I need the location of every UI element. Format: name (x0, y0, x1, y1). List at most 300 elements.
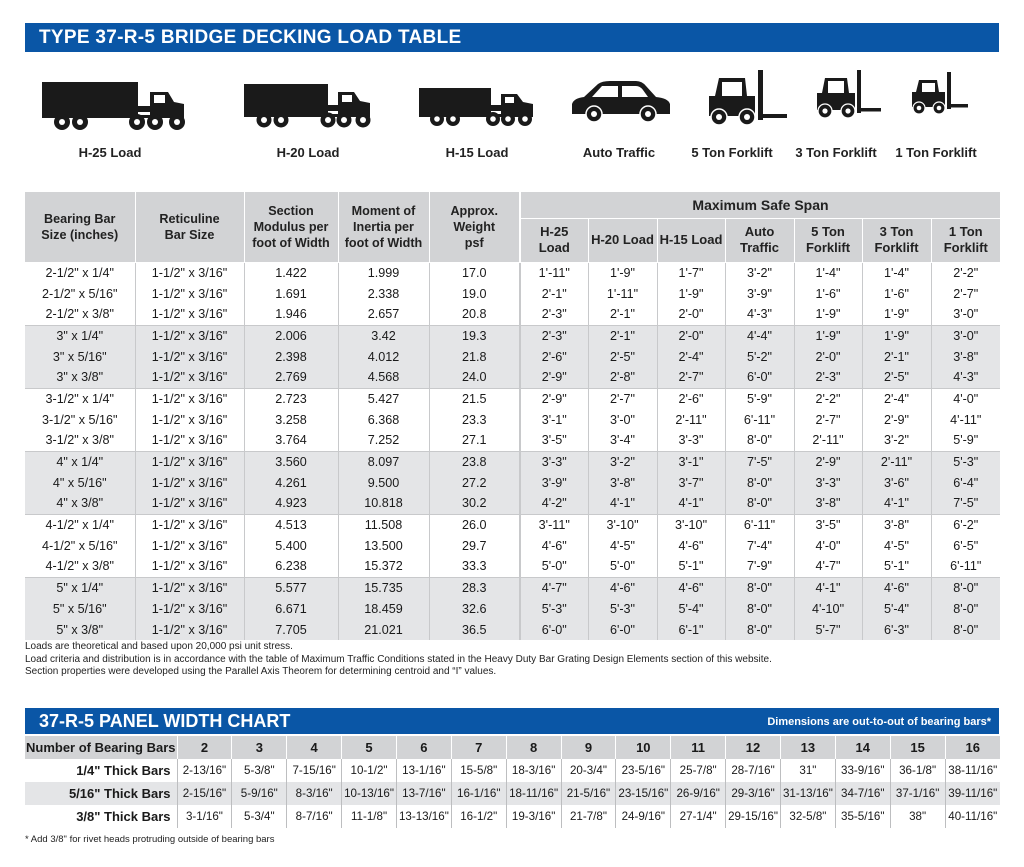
col-header-span: Auto Traffic (725, 218, 794, 262)
table-cell: 8-3/16" (287, 782, 342, 805)
table-cell: 4.513 (244, 514, 338, 535)
table-cell: 7'-4" (725, 535, 794, 556)
table-row (25, 262, 1000, 283)
table-cell: 5'-7" (794, 619, 862, 640)
table-cell: 4" x 1/4" (25, 451, 135, 472)
table-cell: 18.459 (338, 599, 429, 620)
table-cell: 4-1/2" x 3/8" (25, 556, 135, 577)
table-cell: 21-5/16" (561, 782, 616, 805)
panel-col-header: 7 (451, 736, 506, 759)
table-cell: 1.999 (338, 262, 429, 283)
table-cell: 6'-11" (725, 409, 794, 430)
table-cell: 4'-5" (862, 535, 931, 556)
table-cell: 2'-3" (794, 367, 862, 388)
note-line: Section properties were developed using the Parallel Axis Theorem for determining centroid and “I” values. (25, 666, 497, 678)
table-row (25, 325, 1000, 346)
semi-truck-icon (244, 70, 386, 128)
table-cell: 3'-10" (657, 514, 725, 535)
table-cell: 3-1/2" x 5/16" (25, 409, 135, 430)
note-line: Load criteria and distribution is in accordance with the table of Maximum Traffic Conditions stated in the Heavy Duty Bar Grating Design Elements section of this website. (25, 653, 772, 665)
table-cell: 2'-2" (931, 262, 1000, 283)
table-cell: 3'-0" (931, 304, 1000, 325)
vehicle-label-h25: H-25 Load (78, 145, 142, 160)
table-cell: 1-1/2" x 3/16" (135, 325, 244, 346)
table-cell: 3'-11" (520, 514, 588, 535)
table-cell: 13-7/16" (396, 782, 451, 805)
table-cell: 2-1/2" x 5/16" (25, 283, 135, 304)
table-cell: 27-1/4" (671, 805, 726, 828)
table-row (25, 619, 1000, 640)
panel-header-label: Number of Bearing Bars (25, 736, 177, 759)
table-notes (25, 641, 1000, 679)
panel-col-header: 14 (835, 736, 890, 759)
table-cell: 3" x 3/8" (25, 367, 135, 388)
vehicle-icons-row (25, 70, 999, 170)
table-cell: 1.946 (244, 304, 338, 325)
col-header-weight: Approx. Weight psf (429, 192, 520, 262)
table-cell: 1'-11" (520, 262, 588, 283)
table-cell: 8.097 (338, 451, 429, 472)
table-cell: 20.8 (429, 304, 520, 325)
table-row (25, 759, 1000, 782)
table-cell: 5'-2" (725, 346, 794, 367)
table-cell: 20-3/4" (561, 759, 616, 782)
table-cell: 2'-9" (794, 451, 862, 472)
table-cell: 39-11/16" (945, 782, 1000, 805)
table-cell: 1'-9" (657, 283, 725, 304)
table-cell: 6.368 (338, 409, 429, 430)
table-cell: 21-7/8" (561, 805, 616, 828)
table-cell: 2.657 (338, 304, 429, 325)
table-cell: 2'-4" (862, 388, 931, 409)
table-cell: 3'-1" (657, 451, 725, 472)
table-cell: 5'-4" (862, 599, 931, 620)
col-header-span: 1 Ton Forklift (931, 218, 1000, 262)
table-cell: 8'-0" (725, 577, 794, 598)
table-cell: 4-1/2" x 1/4" (25, 514, 135, 535)
table-cell: 31-13/16" (780, 782, 835, 805)
table-cell: 1'-7" (657, 262, 725, 283)
panel-col-header: 2 (177, 736, 232, 759)
table-cell: 2'-8" (588, 367, 657, 388)
table-cell: 1-1/2" x 3/16" (135, 535, 244, 556)
table-cell: 1-1/2" x 3/16" (135, 556, 244, 577)
table-cell: 4'-7" (794, 556, 862, 577)
table-cell: 27.2 (429, 472, 520, 493)
table-cell: 2'-2" (794, 388, 862, 409)
table-cell: 1'-9" (588, 262, 657, 283)
table-cell: 1-1/2" x 3/16" (135, 409, 244, 430)
table-row (25, 535, 1000, 556)
table-cell: 16-1/2" (451, 805, 506, 828)
table-cell: 4'-7" (520, 577, 588, 598)
table-cell: 4'-6" (657, 535, 725, 556)
table-cell: 2'-1" (520, 283, 588, 304)
table-cell: 1'-9" (794, 325, 862, 346)
table-cell: 1'-11" (588, 283, 657, 304)
table-cell: 6'-4" (931, 472, 1000, 493)
car-icon (570, 70, 672, 126)
table-cell: 1-1/2" x 3/16" (135, 599, 244, 620)
table-cell: 3'-3" (794, 472, 862, 493)
table-cell: 35-5/16" (835, 805, 890, 828)
table-cell: 5'-1" (657, 556, 725, 577)
table-cell: 5-3/8" (232, 759, 287, 782)
vehicle-label-3ton: 3 Ton Forklift (795, 145, 877, 160)
table-cell: 24-9/16" (616, 805, 671, 828)
table-cell: 5'-9" (725, 388, 794, 409)
table-cell: 2.338 (338, 283, 429, 304)
table-cell: 4'-1" (588, 493, 657, 514)
table-cell: 3'-4" (588, 430, 657, 451)
table-cell: 2-15/16" (177, 782, 232, 805)
table-cell: 36.5 (429, 619, 520, 640)
table-cell: 4.012 (338, 346, 429, 367)
table-row (25, 388, 1000, 409)
col-header-span: H-15 Load (657, 218, 725, 262)
table-cell: 7-15/16" (287, 759, 342, 782)
table-cell: 4'-6" (862, 577, 931, 598)
table-cell: 28.3 (429, 577, 520, 598)
table-cell: 4'-3" (931, 367, 1000, 388)
table-cell: 2'-1" (588, 304, 657, 325)
vehicle-label-1ton: 1 Ton Forklift (895, 145, 977, 160)
table-cell: 5.427 (338, 388, 429, 409)
table-cell: 2'-3" (520, 304, 588, 325)
table-cell: 29-3/16" (726, 782, 781, 805)
table-cell: 13.500 (338, 535, 429, 556)
col-header-reticuline: Reticuline Bar Size (135, 192, 244, 262)
table-cell: 5-3/4" (232, 805, 287, 828)
table-cell: 1-1/2" x 3/16" (135, 577, 244, 598)
table-cell: 6'-11" (931, 556, 1000, 577)
table-row (25, 782, 1000, 805)
table-cell: 8'-0" (931, 619, 1000, 640)
table-cell: 3'-3" (520, 451, 588, 472)
table-cell: 27.1 (429, 430, 520, 451)
table-row (25, 451, 1000, 472)
table-cell: 26-9/16" (671, 782, 726, 805)
table-cell: 2'-7" (794, 409, 862, 430)
table-cell: 15.372 (338, 556, 429, 577)
table-cell: 29.7 (429, 535, 520, 556)
table-cell: 5-9/16" (232, 782, 287, 805)
table-cell: 10-1/2" (342, 759, 397, 782)
table-cell: 3-1/2" x 3/8" (25, 430, 135, 451)
table-cell: 40-11/16" (945, 805, 1000, 828)
table-cell: 5" x 1/4" (25, 577, 135, 598)
table-cell: 5'-1" (862, 556, 931, 577)
note-line: Loads are theoretical and based upon 20,000 psi unit stress. (25, 641, 293, 652)
col-header-span: H-25 Load (520, 218, 588, 262)
table-cell: 2.769 (244, 367, 338, 388)
table-cell: 7'-5" (725, 451, 794, 472)
table-cell: 1'-6" (794, 283, 862, 304)
table-cell: 1'-9" (862, 325, 931, 346)
table-cell: 2'-9" (520, 388, 588, 409)
semi-truck-icon (419, 70, 545, 126)
col-header-moment-inertia: Moment of Inertia per foot of Width (338, 192, 429, 262)
table-cell: 3'-7" (657, 472, 725, 493)
table-cell: 9.500 (338, 472, 429, 493)
table-cell: 2'-0" (794, 346, 862, 367)
table-cell: 4'-0" (931, 388, 1000, 409)
panel-col-header: 12 (726, 736, 781, 759)
table-cell: 15-5/8" (451, 759, 506, 782)
forklift-icon (814, 70, 882, 120)
table-cell: 31" (780, 759, 835, 782)
table-cell: 25-7/8" (671, 759, 726, 782)
table-cell: 4'-1" (862, 493, 931, 514)
table-cell: 1-1/2" x 3/16" (135, 619, 244, 640)
table-cell: 23-15/16" (616, 782, 671, 805)
table-cell: 17.0 (429, 262, 520, 283)
table-cell: 21.021 (338, 619, 429, 640)
table-cell: 37-1/16" (890, 782, 945, 805)
table-cell: 23.3 (429, 409, 520, 430)
table-cell: 2'-6" (520, 346, 588, 367)
table-cell: 2.398 (244, 346, 338, 367)
table-cell: 1-1/2" x 3/16" (135, 472, 244, 493)
table-cell: 6.671 (244, 599, 338, 620)
table-cell: 1'-4" (862, 262, 931, 283)
table-cell: 19.0 (429, 283, 520, 304)
table-cell: 2'-1" (588, 325, 657, 346)
table-cell: 13-1/16" (396, 759, 451, 782)
table-cell: 3'-9" (520, 472, 588, 493)
table-cell: 2'-7" (931, 283, 1000, 304)
table-cell: 2'-5" (862, 367, 931, 388)
table-row (25, 472, 1000, 493)
table-cell: 8'-0" (725, 493, 794, 514)
table-cell: 1-1/2" x 3/16" (135, 367, 244, 388)
table-cell: 3'-5" (520, 430, 588, 451)
table-cell: 2.723 (244, 388, 338, 409)
panel-row-label: 3/8" Thick Bars (25, 805, 177, 828)
table-cell: 5'-9" (931, 430, 1000, 451)
table-cell: 19.3 (429, 325, 520, 346)
table-cell: 2-1/2" x 1/4" (25, 262, 135, 283)
table-cell: 29-15/16" (726, 805, 781, 828)
table-cell: 1-1/2" x 3/16" (135, 430, 244, 451)
table-cell: 4'-6" (588, 577, 657, 598)
load-table (25, 192, 1000, 640)
table-cell: 4'-0" (794, 535, 862, 556)
table-cell: 4'-6" (520, 535, 588, 556)
table-cell: 3'-6" (862, 472, 931, 493)
table-cell: 4'-3" (725, 304, 794, 325)
table-cell: 3'-1" (520, 409, 588, 430)
panel-col-header: 3 (232, 736, 287, 759)
table-row (25, 577, 1000, 598)
table-row (25, 346, 1000, 367)
table-cell: 33.3 (429, 556, 520, 577)
table-cell: 3-1/16" (177, 805, 232, 828)
panel-col-header: 6 (396, 736, 451, 759)
table-cell: 1-1/2" x 3/16" (135, 262, 244, 283)
table-row (25, 304, 1000, 325)
panel-col-header: 16 (945, 736, 1000, 759)
table-cell: 1-1/2" x 3/16" (135, 514, 244, 535)
col-header-span: H-20 Load (588, 218, 657, 262)
table-cell: 1-1/2" x 3/16" (135, 388, 244, 409)
table-cell: 3'-8" (794, 493, 862, 514)
table-cell: 1-1/2" x 3/16" (135, 451, 244, 472)
col-header-max-span: Maximum Safe Span (520, 192, 1000, 218)
table-cell: 7.252 (338, 430, 429, 451)
table-cell: 4'-1" (794, 577, 862, 598)
table-cell: 3'-8" (931, 346, 1000, 367)
table-cell: 1'-4" (794, 262, 862, 283)
table-cell: 5'-3" (588, 599, 657, 620)
table-cell: 3'-0" (588, 409, 657, 430)
table-cell: 21.8 (429, 346, 520, 367)
table-row (25, 805, 1000, 828)
table-cell: 2'-5" (588, 346, 657, 367)
table-cell: 5.577 (244, 577, 338, 598)
table-cell: 4'-1" (657, 493, 725, 514)
table-cell: 5'-4" (657, 599, 725, 620)
table-cell: 6'-0" (725, 367, 794, 388)
table-cell: 2'-6" (657, 388, 725, 409)
table-row (25, 556, 1000, 577)
semi-truck-icon (42, 70, 202, 130)
table-cell: 6'-5" (931, 535, 1000, 556)
table-cell: 6'-3" (862, 619, 931, 640)
table-cell: 30.2 (429, 493, 520, 514)
table-cell: 2'-9" (862, 409, 931, 430)
table-cell: 2'-4" (657, 346, 725, 367)
table-row (25, 493, 1000, 514)
panel-col-header: 9 (561, 736, 616, 759)
table-cell: 7'-9" (725, 556, 794, 577)
table-cell: 3'-8" (588, 472, 657, 493)
table-row (25, 283, 1000, 304)
table-cell: 26.0 (429, 514, 520, 535)
table-cell: 6'-0" (588, 619, 657, 640)
table-cell: 2-13/16" (177, 759, 232, 782)
table-cell: 6.238 (244, 556, 338, 577)
table-cell: 2'-7" (588, 388, 657, 409)
table-cell: 3'-5" (794, 514, 862, 535)
panel-col-header: 4 (287, 736, 342, 759)
table-row (25, 367, 1000, 388)
table-cell: 4'-5" (588, 535, 657, 556)
table-cell: 3'-0" (931, 325, 1000, 346)
table-cell: 8'-0" (725, 472, 794, 493)
table-cell: 1'-9" (862, 304, 931, 325)
table-cell: 3.560 (244, 451, 338, 472)
panel-col-header: 8 (506, 736, 561, 759)
panel-col-header: 15 (890, 736, 945, 759)
table-cell: 3'-9" (725, 283, 794, 304)
table-cell: 28-7/16" (726, 759, 781, 782)
table-cell: 5" x 3/8" (25, 619, 135, 640)
table-cell: 18-11/16" (506, 782, 561, 805)
table-cell: 1-1/2" x 3/16" (135, 493, 244, 514)
panel-chart-header (25, 708, 999, 734)
panel-chart-title: 37-R-5 PANEL WIDTH CHART (39, 711, 291, 731)
table-cell: 3-1/2" x 1/4" (25, 388, 135, 409)
table-cell: 1.422 (244, 262, 338, 283)
table-cell: 2'-11" (862, 451, 931, 472)
col-header-span: 5 Ton Forklift (794, 218, 862, 262)
table-cell: 6'-1" (657, 619, 725, 640)
table-cell: 3'-2" (862, 430, 931, 451)
table-cell: 6'-0" (520, 619, 588, 640)
table-cell: 11-1/8" (342, 805, 397, 828)
panel-chart-subtitle: Dimensions are out-to-out of bearing bars* (767, 716, 991, 728)
footnote: * Add 3/8" for rivet heads protruding outside of bearing bars (25, 834, 275, 845)
table-cell: 3" x 1/4" (25, 325, 135, 346)
table-cell: 13-13/16" (396, 805, 451, 828)
table-cell: 8'-0" (725, 430, 794, 451)
table-cell: 10.818 (338, 493, 429, 514)
table-row (25, 514, 1000, 535)
table-cell: 5" x 5/16" (25, 599, 135, 620)
vehicle-label-h15: H-15 Load (445, 145, 509, 160)
table-cell: 18-3/16" (506, 759, 561, 782)
table-cell: 2'-11" (794, 430, 862, 451)
table-cell: 7'-5" (931, 493, 1000, 514)
col-header-bearing-bar: Bearing Bar Size (inches) (25, 192, 135, 262)
table-cell: 15.735 (338, 577, 429, 598)
table-cell: 2'-7" (657, 367, 725, 388)
forklift-icon (705, 70, 789, 128)
table-cell: 4.923 (244, 493, 338, 514)
table-cell: 2.006 (244, 325, 338, 346)
panel-col-header: 13 (780, 736, 835, 759)
table-cell: 32-5/8" (780, 805, 835, 828)
table-cell: 5'-3" (931, 451, 1000, 472)
table-cell: 1-1/2" x 3/16" (135, 283, 244, 304)
table-cell: 8'-0" (931, 599, 1000, 620)
col-header-section-modulus: Section Modulus per foot of Width (244, 192, 338, 262)
table-cell: 32.6 (429, 599, 520, 620)
vehicle-label-h20: H-20 Load (276, 145, 340, 160)
table-cell: 36-1/8" (890, 759, 945, 782)
table-cell: 4'-10" (794, 599, 862, 620)
table-cell: 5'-0" (588, 556, 657, 577)
table-cell: 34-7/16" (835, 782, 890, 805)
table-cell: 3.764 (244, 430, 338, 451)
forklift-icon (909, 70, 969, 116)
table-cell: 1-1/2" x 3/16" (135, 304, 244, 325)
panel-row-label: 1/4" Thick Bars (25, 759, 177, 782)
table-cell: 38" (890, 805, 945, 828)
table-cell: 10-13/16" (342, 782, 397, 805)
table-cell: 7.705 (244, 619, 338, 640)
table-cell: 1.691 (244, 283, 338, 304)
table-cell: 1'-9" (794, 304, 862, 325)
table-cell: 21.5 (429, 388, 520, 409)
table-cell: 1-1/2" x 3/16" (135, 346, 244, 367)
table-cell: 4'-11" (931, 409, 1000, 430)
table-cell: 1'-6" (862, 283, 931, 304)
panel-width-table (25, 736, 1000, 828)
table-cell: 2'-0" (657, 325, 725, 346)
table-cell: 2'-0" (657, 304, 725, 325)
table-cell: 2-1/2" x 3/8" (25, 304, 135, 325)
table-cell: 16-1/16" (451, 782, 506, 805)
panel-row-label: 5/16" Thick Bars (25, 782, 177, 805)
panel-col-header: 5 (342, 736, 397, 759)
table-row (25, 409, 1000, 430)
table-cell: 3'-8" (862, 514, 931, 535)
table-cell: 6'-11" (725, 514, 794, 535)
table-cell: 23-5/16" (616, 759, 671, 782)
table-cell: 24.0 (429, 367, 520, 388)
